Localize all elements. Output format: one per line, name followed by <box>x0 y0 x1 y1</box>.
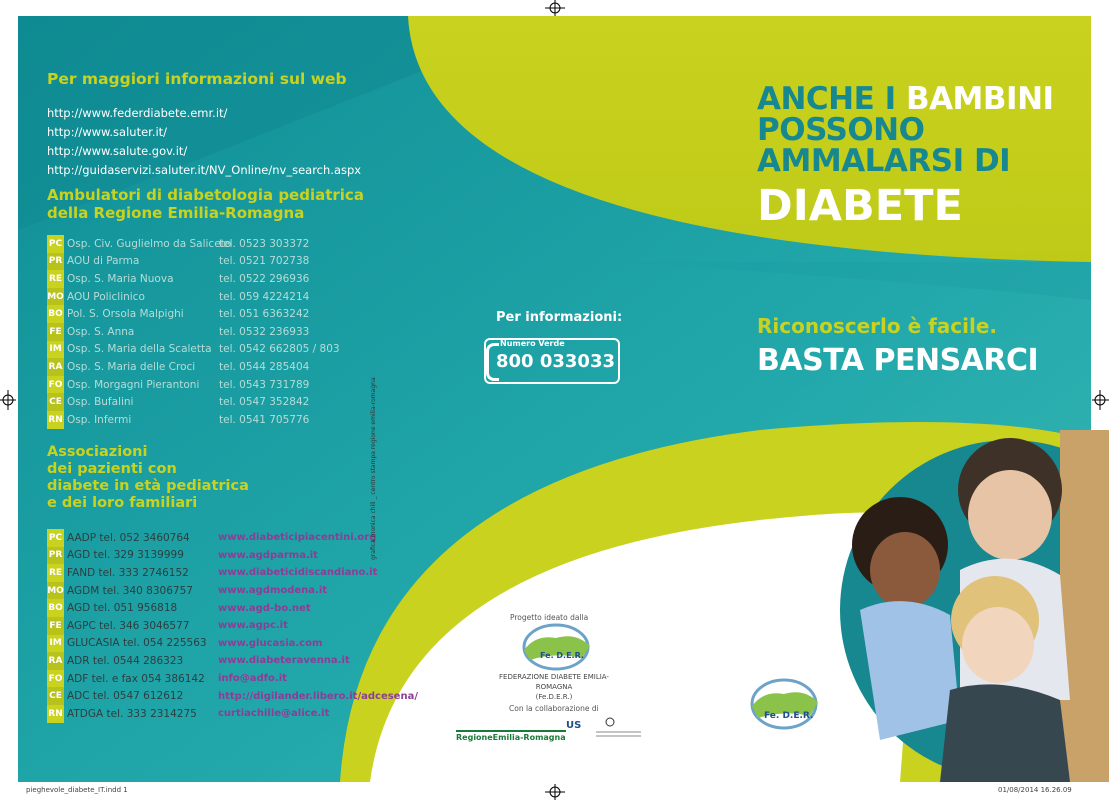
row-name: ADC tel. 0547 612612 <box>67 690 184 703</box>
numero-verde-number[interactable]: 800 033033 <box>496 351 615 372</box>
headline-diabete: DIABETE <box>757 181 963 231</box>
table-row <box>47 617 418 635</box>
table-row <box>47 341 340 359</box>
table-row <box>47 270 340 288</box>
headline-line: AMMALARSI DI <box>757 143 1011 179</box>
table-row <box>47 376 340 394</box>
row-name: ADR tel. 0544 286323 <box>67 654 184 667</box>
row-tel: tel. 0521 702738 <box>219 255 310 268</box>
ambulatori-title-line: della Regione Emilia-Romagna <box>47 204 305 222</box>
province-code: MO <box>47 288 64 306</box>
row-name: AGDM tel. 340 8306757 <box>67 584 193 597</box>
row-name: Pol. S. Orsola Malpighi <box>67 308 184 321</box>
province-code: FE <box>47 323 64 341</box>
row-tel: tel. 0522 296936 <box>219 272 310 285</box>
associazioni-title-line: diabete in età pediatrica <box>47 478 249 494</box>
province-code: FE <box>47 617 64 635</box>
url-link[interactable]: http://www.saluter.it/ <box>47 125 168 139</box>
url-link[interactable]: http://guidaservizi.saluter.it/NV_Online/nv_search.aspx <box>47 163 362 177</box>
row-tel: tel. 0542 662805 / 803 <box>219 343 340 356</box>
feder-logo-right <box>744 676 824 732</box>
row-site[interactable]: www.agdparma.it <box>218 549 318 561</box>
row-name: AADP tel. 052 3460764 <box>67 531 190 544</box>
table-row <box>47 652 418 670</box>
row-name: Osp. S. Anna <box>67 325 135 338</box>
table-row <box>47 288 340 306</box>
row-tel: tel. 0543 731789 <box>219 378 310 391</box>
footer-date: 01/08/2014 16.26.09 <box>998 786 1072 794</box>
footer-file: pieghevole_diabete_IT.indd 1 <box>26 786 128 794</box>
row-name: Osp. Bufalini <box>67 396 134 409</box>
ambulatori-table <box>47 235 340 429</box>
row-tel: tel. 0547 352842 <box>219 396 310 409</box>
table-row <box>47 599 418 617</box>
feder-name <box>489 672 619 702</box>
url-link[interactable]: http://www.federdiabete.emr.it/ <box>47 106 228 120</box>
row-name: Osp. S. Maria della Scaletta <box>67 343 212 356</box>
table-row <box>47 253 340 271</box>
province-code: PC <box>47 235 64 253</box>
row-name: Osp. Infermi <box>67 413 132 426</box>
tagline: BASTA PENSARCI <box>757 343 1039 378</box>
row-site[interactable]: http://digilander.libero.it/adcesena/ <box>218 690 418 702</box>
row-tel: tel. 0523 303372 <box>219 237 310 250</box>
table-row <box>47 670 418 688</box>
numero-verde-label: Numero Verde <box>500 339 565 348</box>
row-tel: tel. 0532 236933 <box>219 325 310 338</box>
ambulatori-title-line: Ambulatori di diabetologia pediatrica <box>47 186 364 204</box>
province-code: MO <box>47 582 64 600</box>
province-code: PC <box>47 529 64 547</box>
row-site[interactable]: www.glucasia.com <box>218 637 323 649</box>
grafica-credit: grafica monica chili _ centro stampa regione emilia-romagna <box>370 377 377 560</box>
row-name: Osp. S. Maria delle Croci <box>67 360 196 373</box>
row-name: AGPC tel. 346 3046577 <box>67 619 190 632</box>
row-name: AGD tel. 329 3139999 <box>67 549 184 562</box>
table-row <box>47 705 418 723</box>
row-site[interactable]: www.diabeteravenna.it <box>218 655 350 667</box>
table-row <box>47 582 418 600</box>
province-code: RA <box>47 358 64 376</box>
ambulatori-title <box>47 186 364 222</box>
table-row <box>47 358 340 376</box>
table-row <box>47 687 418 705</box>
headline-line: POSSONO <box>757 112 925 148</box>
row-site[interactable]: info@adfo.it <box>218 673 287 685</box>
table-row <box>47 529 418 547</box>
row-site[interactable]: www.diabeticidiscandiano.it <box>218 567 378 579</box>
table-row <box>47 564 418 582</box>
row-name: Osp. S. Maria Nuova <box>67 272 174 285</box>
row-name: AOU di Parma <box>67 255 140 268</box>
province-code: PR <box>47 547 64 565</box>
province-code: BO <box>47 599 64 617</box>
row-name: Osp. Civ. Guglielmo da Saliceto <box>67 237 232 250</box>
url-link[interactable]: http://www.salute.gov.it/ <box>47 144 188 158</box>
province-code: CE <box>47 687 64 705</box>
table-row <box>47 323 340 341</box>
row-site[interactable]: www.agd-bo.net <box>218 602 311 614</box>
province-code: RA <box>47 652 64 670</box>
province-code: IM <box>47 341 64 359</box>
associazioni-title-line: Associazioni <box>47 444 148 460</box>
feder-logo <box>516 622 596 672</box>
province-code: IM <box>47 635 64 653</box>
province-code: BO <box>47 305 64 323</box>
row-name: AGD tel. 051 956818 <box>67 602 178 615</box>
province-code: RN <box>47 705 64 723</box>
province-code: RE <box>47 270 64 288</box>
feder-logo-right-text: Fe. D.E.R. <box>764 711 814 721</box>
province-code: PR <box>47 253 64 271</box>
associazioni-table <box>47 529 418 723</box>
table-row <box>47 393 340 411</box>
row-tel: tel. 051 6363242 <box>219 308 310 321</box>
ministry-logos <box>566 716 646 742</box>
province-code: CE <box>47 393 64 411</box>
table-row <box>47 305 340 323</box>
table-row <box>47 635 418 653</box>
row-name: Osp. Morgagni Pierantoni <box>67 378 200 391</box>
row-tel: tel. 0544 285404 <box>219 360 310 373</box>
row-site[interactable]: www.agpc.it <box>218 620 288 632</box>
web-info-title: Per maggiori informazioni sul web <box>47 70 347 88</box>
row-name: FAND tel. 333 2746152 <box>67 566 189 579</box>
row-tel: tel. 0541 705776 <box>219 413 310 426</box>
collaborazione-label: Con la collaborazione di <box>509 704 599 713</box>
associazioni-title-line: dei pazienti con <box>47 461 177 477</box>
headline-highlight: BAMBINI <box>905 81 1054 117</box>
per-informazioni-label: Per informazioni: <box>496 310 623 325</box>
associazioni-title-line: e dei loro familiari <box>47 495 198 511</box>
table-row <box>47 235 340 253</box>
row-name: ATDGA tel. 333 2314275 <box>67 707 197 720</box>
associazioni-title <box>47 444 249 512</box>
province-code: FO <box>47 376 64 394</box>
headline-part: ANCHE I <box>757 81 906 117</box>
row-tel: tel. 059 4224214 <box>219 290 310 303</box>
table-row <box>47 411 340 429</box>
svg-text:US: US <box>566 720 582 731</box>
province-code: RN <box>47 411 64 429</box>
feder-name-line: FEDERAZIONE DIABETE EMILIA-ROMAGNA <box>499 673 609 691</box>
subheadline: Riconoscerlo è facile. <box>757 314 998 338</box>
headline <box>757 81 1054 179</box>
progetto-label: Progetto ideato dalla <box>510 613 589 622</box>
row-site[interactable]: www.diabeticipiacentini.org <box>218 532 377 544</box>
feder-logo-text: Fe. D.E.R. <box>540 651 584 660</box>
table-row <box>47 547 418 565</box>
regione-logo: RegioneEmilia-Romagna <box>456 730 566 742</box>
feder-abbr: (Fe.D.E.R.) <box>535 693 573 701</box>
row-name: AOU Policlinico <box>67 290 145 303</box>
row-name: ADF tel. e fax 054 386142 <box>67 672 205 685</box>
province-code: RE <box>47 564 64 582</box>
row-site[interactable]: curtiachille@alice.it <box>218 708 330 720</box>
row-name: GLUCASIA tel. 054 225563 <box>67 637 207 650</box>
province-code: FO <box>47 670 64 688</box>
row-site[interactable]: www.agdmodena.it <box>218 585 328 597</box>
url-list <box>47 104 361 180</box>
